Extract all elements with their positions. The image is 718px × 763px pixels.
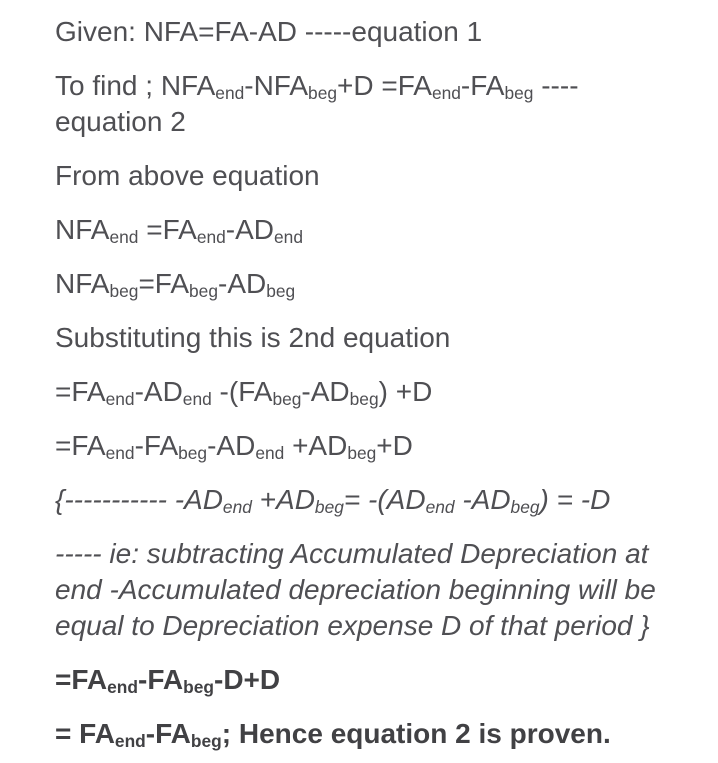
text-run: ; Hence equation 2 is proven.: [221, 718, 611, 749]
paragraph-identity-note: [55, 482, 710, 518]
text-run: -AD: [454, 484, 511, 515]
subscript: end: [425, 496, 455, 517]
subscript: end: [107, 676, 139, 697]
text-run: =FA: [55, 430, 106, 461]
text-run: NFA: [55, 268, 110, 299]
text-run: = -(AD: [343, 484, 426, 515]
text-run: = FA: [55, 718, 115, 749]
text-run: equation 2: [55, 106, 186, 137]
text-run: +D =FA: [337, 70, 432, 101]
subscript: beg: [189, 280, 218, 301]
paragraph-explanation-note: [55, 536, 710, 644]
text-run: {----------- -AD: [55, 484, 223, 515]
paragraph-to-find-equation-2: [55, 68, 710, 140]
text-run: =FA: [138, 268, 190, 299]
subscript: beg: [109, 280, 139, 301]
subscript: beg: [266, 280, 296, 301]
subscript: end: [222, 496, 252, 517]
text-run: ) +D: [378, 376, 433, 407]
subscript: beg: [314, 496, 344, 517]
subscript: beg: [504, 82, 534, 103]
text-run: ----- ie: subtracting Accumulated Depreciation at: [55, 538, 649, 569]
paragraph-substituting-note: [55, 320, 710, 356]
text-run: -AD: [218, 268, 267, 299]
text-run: =FA: [55, 664, 108, 695]
text-run: To find ; NFA: [55, 70, 216, 101]
subscript: end: [215, 82, 245, 103]
text-run: equal to Depreciation expense D of that period }: [55, 610, 650, 641]
text-run: -D+D: [214, 664, 281, 695]
subscript: beg: [190, 730, 222, 751]
text-run: -FA: [138, 664, 184, 695]
subscript: beg: [347, 442, 377, 463]
subscript: beg: [308, 82, 338, 103]
subscript: beg: [349, 388, 379, 409]
paragraph-result-step: [55, 662, 710, 698]
text-run: From above equation: [55, 160, 320, 191]
paragraph-conclusion: [55, 716, 710, 752]
subscript: end: [105, 388, 135, 409]
text-run: -AD: [134, 376, 183, 407]
text-run: end -Accumulated depreciation beginning will be: [55, 574, 656, 605]
subscript: end: [196, 226, 226, 247]
subscript: end: [105, 442, 135, 463]
text-run: -NFA: [244, 70, 309, 101]
text-run: +D: [376, 430, 413, 461]
text-run: ) = -D: [539, 484, 611, 515]
text-run: -FA: [134, 430, 179, 461]
paragraph-substitution-step-2: [55, 428, 710, 464]
paragraph-from-above: [55, 158, 710, 194]
paragraph-nfa-end-definition: [55, 212, 710, 248]
text-run: -AD: [225, 214, 275, 245]
text-run: Given: NFA=FA-AD -----equation 1: [55, 16, 483, 47]
paragraph-given-equation-1: [55, 14, 710, 50]
text-run: =FA: [138, 214, 197, 245]
subscript: end: [255, 442, 285, 463]
subscript: beg: [183, 676, 214, 697]
text-run: -AD: [207, 430, 256, 461]
text-run: -AD: [301, 376, 350, 407]
paragraph-substitution-step-1: [55, 374, 710, 410]
text-run: +AD: [284, 430, 348, 461]
text-run: =FA: [55, 376, 106, 407]
subscript: beg: [510, 496, 540, 517]
paragraph-nfa-beg-definition: [55, 266, 710, 302]
subscript: end: [431, 82, 461, 103]
subscript: end: [109, 226, 139, 247]
text-run: -FA: [460, 70, 505, 101]
subscript: beg: [178, 442, 208, 463]
text-run: +AD: [251, 484, 315, 515]
subscript: end: [274, 226, 303, 247]
text-run: ----: [533, 70, 579, 101]
text-run: Substituting this is 2nd equation: [55, 322, 451, 353]
text-run: -FA: [145, 718, 191, 749]
subscript: beg: [272, 388, 302, 409]
text-run: NFA: [55, 214, 110, 245]
subscript: end: [114, 730, 146, 751]
subscript: end: [182, 388, 212, 409]
text-run: -(FA: [211, 376, 273, 407]
